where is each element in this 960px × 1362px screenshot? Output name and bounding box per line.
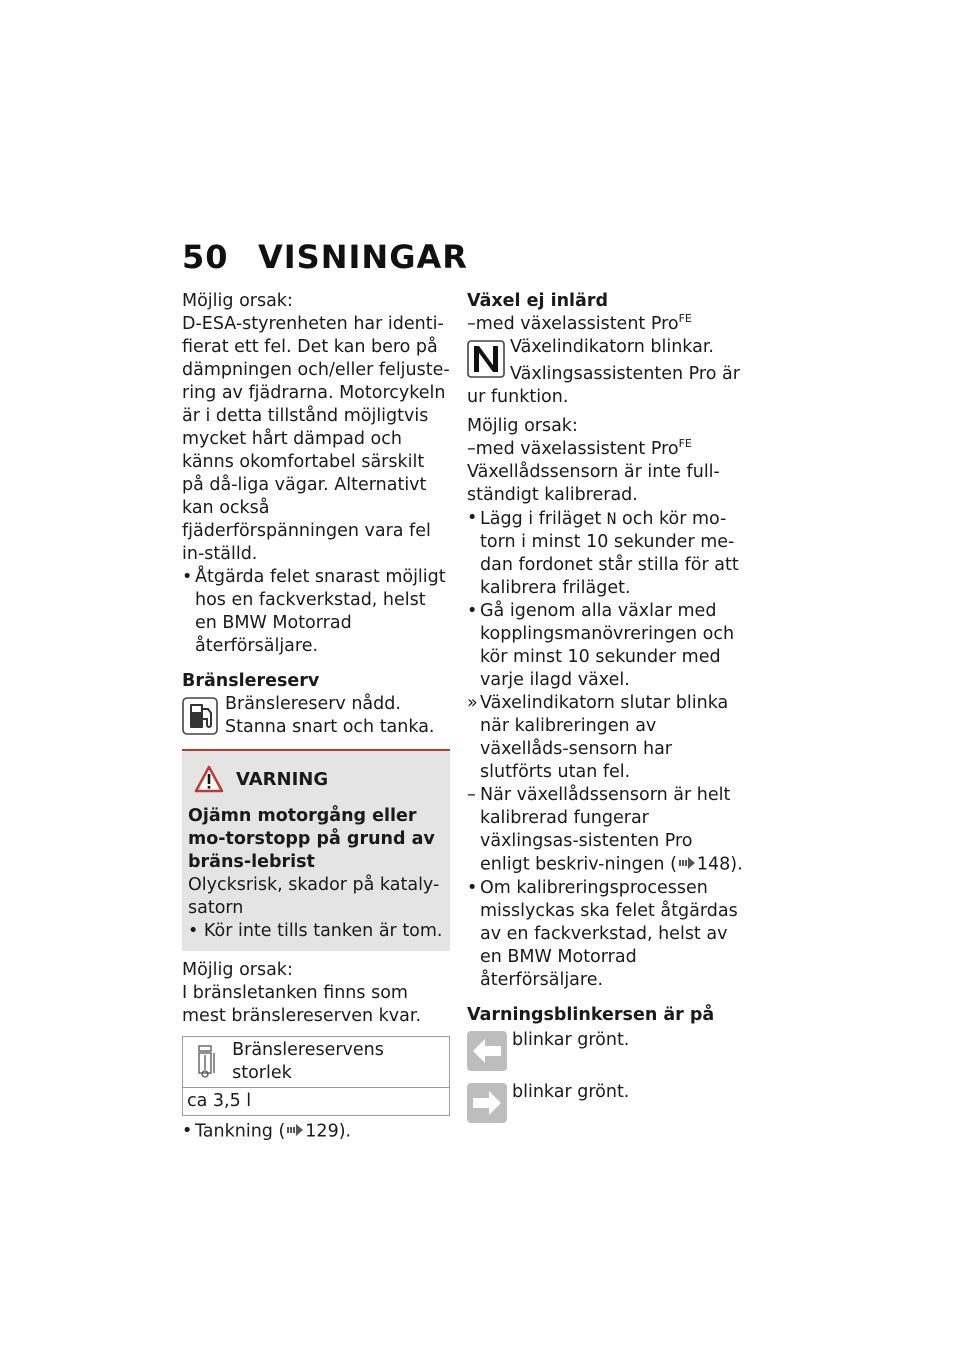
page-number: 50 <box>182 238 229 276</box>
bullet-mark: • <box>182 567 193 587</box>
dash-item: – När växellådssensorn är helt kalibrerad fungerar växlingsas-sistenten Pro enligt beskriv-ningen ( 148). <box>467 785 743 875</box>
warning-title: Ojämn motorgång eller mo-torstopp på grund av bräns-lebrist <box>188 806 435 872</box>
warning-triangle-icon <box>194 765 224 793</box>
action-bullet <box>182 566 450 658</box>
reserve-table-header: Bränslereservens storlek <box>232 1040 384 1083</box>
neutral-gear-icon <box>467 340 503 376</box>
left-blink-text: blinkar grönt. <box>512 1029 630 1050</box>
with-assistant-2: –med växelassistent Pro$^{FE}$ <box>467 437 692 459</box>
right-blink-text: blinkar grönt. <box>512 1081 630 1102</box>
right-turn-row <box>467 1081 745 1131</box>
warning-header <box>188 765 444 793</box>
page-reference-arrow-icon <box>287 1120 303 1143</box>
possible-cause-label: Möjlig orsak: <box>467 416 578 436</box>
warning-box <box>182 749 450 951</box>
page-reference-arrow-icon <box>679 853 695 876</box>
neutral-symbol: N <box>606 509 617 528</box>
sensor-text: Växellådssensorn är inte full-ständigt kalibrerad. <box>467 462 720 505</box>
step-bullet-3: • Om kalibreringsprocessen misslyckas ska felet åtgärdas av en fackverkstad, helst av en BMW Motorrad återförsäljare. <box>467 877 738 990</box>
refuel-prefix: Tankning ( <box>195 1121 286 1142</box>
fuel-reserve-row <box>182 693 450 739</box>
refuel-bullet <box>182 1120 450 1144</box>
bullet-mark: • <box>182 1121 193 1141</box>
gear-indicator-row <box>467 336 745 386</box>
possible-cause-label: Möjlig orsak: <box>182 291 293 311</box>
step-bullet-2: • Gå igenom alla växlar med kopplingsmanövreringen och kör minst 10 sekunder med varje ilagd växel. <box>467 601 735 690</box>
gear-heading: Växel ej inlärd <box>467 291 609 311</box>
left-column <box>182 290 450 1144</box>
page-title: VISNINGAR <box>258 238 468 276</box>
turn-signal-heading: Varningsblinkersen är på <box>467 1004 715 1025</box>
warning-label: VARNING <box>236 768 329 790</box>
action-text: Åtgärda felet snarast möjligt hos en fackverkstad, helst en BMW Motorrad återförsäljare. <box>195 567 446 656</box>
possible-cause-2-text: I bränsletanken finns som mest bränslereserven kvar. <box>182 983 422 1026</box>
gear-page-link[interactable]: 148). <box>696 854 743 875</box>
warning-bullet: • Kör inte tills tanken är tom. <box>188 921 443 941</box>
result-item: » Växelindikatorn slutar blinka när kalibreringen av växellåds-sensorn har slutförts utan fel. <box>467 693 729 782</box>
left-arrow-icon <box>467 1031 503 1067</box>
right-column <box>467 290 745 1131</box>
possible-cause-2-label: Möjlig orsak: <box>182 960 293 980</box>
reserve-table-header-row <box>183 1037 449 1088</box>
step-bullet-1: • Lägg i friläget N och kör mo-torn i minst 10 sekunder me-dan fordonet står stilla för att kalibrera friläget. <box>467 508 739 598</box>
reserve-table <box>182 1036 450 1116</box>
refuel-page-link[interactable]: 129). <box>305 1121 352 1142</box>
indicator-line1: Växelindikatorn blinkar. <box>510 337 714 357</box>
fuel-reserve-line1: Bränslereserv nådd. <box>225 694 401 714</box>
possible-cause-text: D-ESA-styrenheten har identi-fierat ett fel. Det kan bero på dämpningen och/eller feljuste-ring av fjädrarna. Motorcykeln är i detta tillstånd möjligtvis mycket hårt dämpad och känns okomfortabel särskilt på då-liga vägar. Alternativt kan också fjäderförspänningen vara fel in-ställd. <box>182 314 450 564</box>
warning-risk: Olycksrisk, skador på kataly-satorn <box>188 875 440 918</box>
left-turn-row <box>467 1029 745 1079</box>
fuel-capacity-icon <box>183 1037 228 1087</box>
with-assistant-1: –med växelassistent Pro$^{FE}$ <box>467 312 692 334</box>
reserve-table-value: ca 3,5 l <box>187 1091 252 1111</box>
fuel-reserve-heading: Bränslereserv <box>182 671 320 691</box>
fuel-reserve-line2: Stanna snart och tanka. <box>225 717 435 737</box>
page-header <box>182 238 468 276</box>
right-arrow-icon <box>467 1083 503 1119</box>
fuel-pump-icon <box>182 697 218 733</box>
indicator-line2: Växlingsassistenten Pro är ur funktion. <box>467 364 740 407</box>
